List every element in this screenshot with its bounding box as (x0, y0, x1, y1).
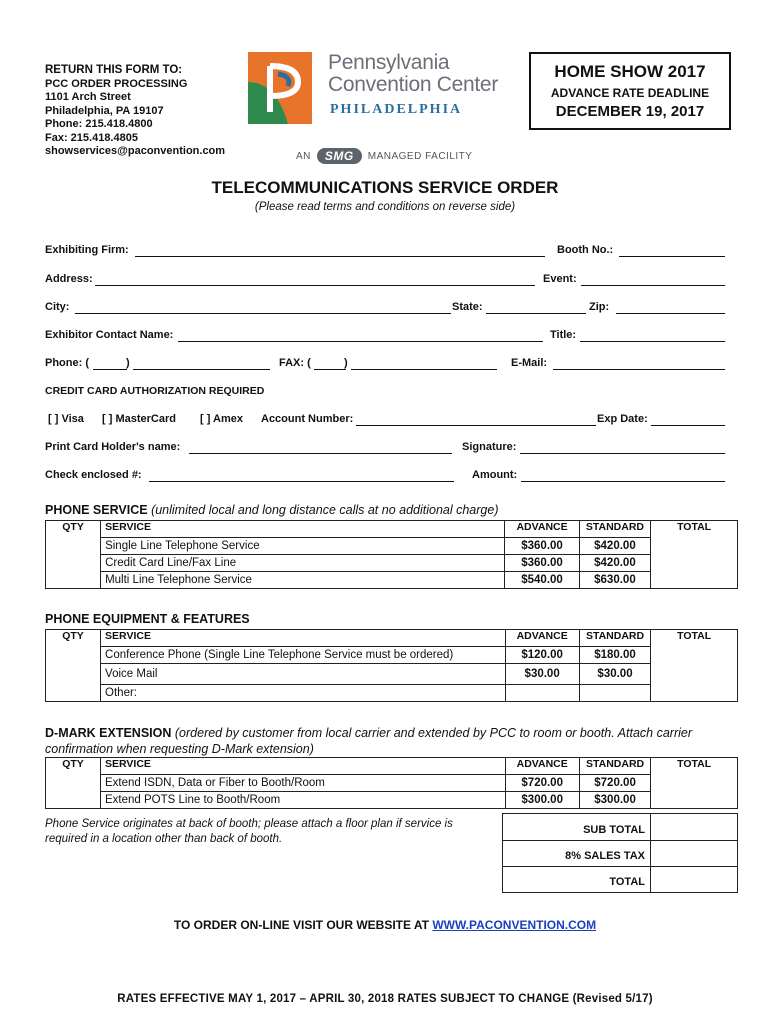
standard-price (579, 685, 650, 702)
address-field[interactable] (95, 285, 535, 286)
table-row (46, 538, 738, 555)
advance-header: ADVANCE (505, 630, 579, 647)
standard-price: $180.00 (579, 647, 650, 664)
standard-price: $30.00 (579, 664, 650, 685)
advance-price: $360.00 (505, 538, 579, 555)
advance-price: $720.00 (505, 775, 579, 792)
table-row (46, 555, 738, 572)
service-name: Credit Card Line/Fax Line (101, 555, 505, 572)
sub-total-label: SUB TOTAL (583, 824, 645, 836)
card-holder-label: Print Card Holder's name: (45, 441, 181, 453)
total-header: TOTAL (677, 521, 712, 533)
return-heading: RETURN THIS FORM TO: (45, 64, 183, 76)
city-label: City: (45, 301, 70, 313)
phone-service-note: (unlimited local and long distance calls at no additional charge) (151, 503, 499, 517)
logo-name-line1: Pennsylvania (328, 51, 450, 74)
card-holder-field[interactable] (189, 453, 452, 454)
city-field[interactable] (75, 313, 451, 314)
fax-label: FAX: ( (279, 357, 311, 369)
service-header: SERVICE (101, 758, 506, 775)
return-email: showservices@paconvention.com (45, 145, 226, 157)
contact-name-label: Exhibitor Contact Name: (45, 329, 174, 341)
advance-price: $540.00 (505, 572, 579, 589)
table-row (46, 685, 738, 702)
website-link[interactable]: WWW.PACONVENTION.COM (432, 918, 597, 932)
phone-paren-close: ) (126, 357, 130, 369)
managed-suffix: MANAGED FACILITY (367, 150, 473, 162)
equipment-heading: PHONE EQUIPMENT & FEATURES (45, 612, 250, 626)
advance-price: $360.00 (505, 555, 579, 572)
qty-cell[interactable] (46, 521, 101, 589)
exhibiting-firm-field[interactable] (135, 256, 545, 257)
account-number-label: Account Number: (261, 413, 354, 425)
fax-paren-close: ) (344, 357, 348, 369)
total-box[interactable] (502, 866, 738, 893)
table-row (46, 664, 738, 685)
standard-price: $420.00 (579, 538, 650, 555)
title-field[interactable] (580, 341, 725, 342)
check-label: Check enclosed #: (45, 469, 142, 481)
pcc-logo-mark-icon (248, 52, 312, 124)
online-text: TO ORDER ON-LINE VISIT OUR WEBSITE AT (173, 918, 429, 932)
managed-prefix: AN (296, 150, 311, 162)
return-line: Phone: 215.418.4800 (45, 118, 153, 130)
address-label: Address: (45, 273, 93, 285)
amount-field[interactable] (521, 481, 725, 482)
phone-service-table (45, 520, 738, 589)
booth-no-label: Booth No.: (557, 244, 614, 256)
deadline-label: ADVANCE RATE DEADLINE (550, 86, 710, 100)
total-cell[interactable] (651, 758, 738, 809)
qty-header: QTY (62, 758, 84, 770)
service-name: Voice Mail (101, 664, 505, 685)
sales-tax-label: 8% SALES TAX (565, 850, 645, 862)
total-cell[interactable] (651, 630, 738, 702)
service-name: Other: (101, 685, 505, 702)
service-name: Conference Phone (Single Line Telephone Service must be ordered) (101, 647, 505, 664)
dmark-note: (ordered by customer from local carrier and extended by PCC to room or booth. Attach carrier confirmation when requesting D-Mark extension) (45, 726, 693, 756)
email-label: E-Mail: (511, 357, 548, 369)
phone-service-heading (45, 503, 499, 517)
service-header: SERVICE (101, 521, 505, 538)
title-label: Title: (550, 329, 577, 341)
total-cell[interactable] (651, 521, 738, 589)
mastercard-checkbox[interactable]: [ ] MasterCard (102, 413, 176, 425)
phone-area-code-field[interactable] (93, 369, 127, 370)
account-number-field[interactable] (356, 425, 596, 426)
deadline-date: DECEMBER 19, 2017 (555, 103, 705, 120)
service-name: Multi Line Telephone Service (101, 572, 505, 589)
cc-heading: CREDIT CARD AUTHORIZATION REQUIRED (45, 385, 265, 397)
dmark-heading (45, 725, 725, 757)
advance-header: ADVANCE (505, 521, 579, 538)
advance-price: $30.00 (505, 664, 579, 685)
total-header: TOTAL (677, 758, 712, 770)
managed-facility (296, 148, 472, 164)
event-label: Event: (543, 273, 577, 285)
show-deadline-box (529, 52, 731, 130)
signature-label: Signature: (462, 441, 517, 453)
phone-label: Phone: ( (45, 357, 89, 369)
zip-field[interactable] (616, 313, 725, 314)
return-address-block (45, 64, 225, 159)
qty-cell[interactable] (46, 758, 101, 809)
page-title: TELECOMMUNICATIONS SERVICE ORDER (211, 178, 559, 197)
advance-header: ADVANCE (505, 758, 579, 775)
standard-header: STANDARD (579, 758, 650, 775)
standard-price: $720.00 (579, 775, 650, 792)
state-field[interactable] (486, 313, 586, 314)
visa-checkbox[interactable]: [ ] Visa (48, 413, 84, 425)
contact-name-field[interactable] (178, 341, 543, 342)
return-line: Fax: 215.418.4805 (45, 131, 138, 144)
advance-price: $300.00 (505, 792, 579, 809)
return-line: Philadelphia, PA 19107 (45, 104, 164, 117)
table-row (46, 775, 738, 792)
table-row (46, 572, 738, 589)
amount-label: Amount: (472, 469, 518, 481)
phone-service-title: PHONE SERVICE (45, 503, 148, 517)
qty-cell[interactable] (46, 630, 101, 702)
totals-divider (650, 813, 651, 893)
online-order (0, 918, 770, 932)
show-title: HOME SHOW 2017 (554, 62, 706, 81)
standard-price: $420.00 (579, 555, 650, 572)
service-header: SERVICE (101, 630, 505, 647)
service-note: Phone Service originates at back of booth; please attach a floor plan if service is required in a location other than back of booth. (45, 818, 453, 845)
exhibiting-firm-label: Exhibiting Firm: (45, 244, 129, 256)
table-row (46, 792, 738, 809)
amex-checkbox[interactable]: [ ] Amex (200, 413, 243, 425)
qty-header: QTY (62, 521, 84, 533)
total-label: TOTAL (609, 876, 645, 888)
equipment-table (45, 629, 738, 702)
signature-field[interactable] (520, 453, 725, 454)
service-name: Single Line Telephone Service (101, 538, 505, 555)
booth-no-field[interactable] (619, 256, 725, 257)
advance-price (505, 685, 579, 702)
fax-area-code-field[interactable] (314, 369, 346, 370)
exp-date-label: Exp Date: (597, 413, 648, 425)
exp-date-field[interactable] (651, 425, 725, 426)
fax-number-field[interactable] (351, 369, 497, 370)
sales-tax-box[interactable] (502, 840, 738, 867)
phone-number-field[interactable] (133, 369, 270, 370)
sub-total-box[interactable] (502, 813, 738, 841)
pcc-logo (248, 52, 512, 177)
logo-name-line2: Convention Center (328, 73, 499, 96)
rates-footer: RATES EFFECTIVE MAY 1, 2017 – APRIL 30, 2018 RATES SUBJECT TO CHANGE (Revised 5/17) (117, 993, 653, 1005)
service-name: Extend POTS Line to Booth/Room (101, 792, 506, 809)
event-field[interactable] (581, 285, 725, 286)
standard-price: $300.00 (579, 792, 650, 809)
page-subtitle: (Please read terms and conditions on reverse side) (254, 201, 516, 213)
state-label: State: (452, 301, 483, 313)
dmark-table (45, 757, 738, 809)
check-field[interactable] (149, 481, 454, 482)
logo-city: PHILADELPHIA (330, 102, 463, 117)
return-line: PCC ORDER PROCESSING (45, 77, 188, 90)
qty-header: QTY (62, 630, 84, 642)
standard-header: STANDARD (579, 630, 650, 647)
smg-logo: SMG (317, 148, 362, 164)
standard-header: STANDARD (579, 521, 650, 538)
return-line: 1101 Arch Street (45, 91, 131, 103)
zip-label: Zip: (589, 301, 610, 313)
total-header: TOTAL (677, 630, 712, 642)
standard-price: $630.00 (579, 572, 650, 589)
advance-price: $120.00 (505, 647, 579, 664)
service-name: Extend ISDN, Data or Fiber to Booth/Room (101, 775, 506, 792)
dmark-title: D-MARK EXTENSION (45, 726, 172, 740)
table-row (46, 647, 738, 664)
logo-name (328, 52, 498, 96)
email-field[interactable] (553, 369, 725, 370)
